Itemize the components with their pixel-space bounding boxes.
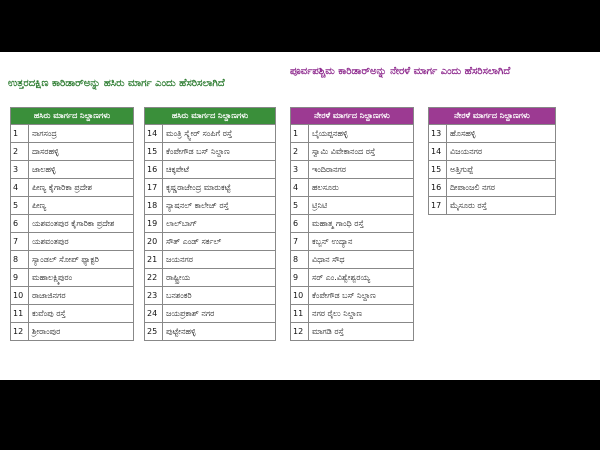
station-number: 1 [291, 125, 309, 143]
station-number: 4 [11, 179, 29, 197]
station-name: ಇಂದಿರಾನಗರ [309, 161, 414, 179]
station-number: 10 [291, 287, 309, 305]
station-name: ಬೈಯಪ್ಪನಹಳ್ಳಿ [309, 125, 414, 143]
table-row [145, 143, 276, 161]
station-number: 9 [291, 269, 309, 287]
station-number: 14 [429, 143, 447, 161]
station-number: 10 [11, 287, 29, 305]
station-name: ಕೃಷ್ಣರಾಜೇಂದ್ರ ಮಾರುಕಟ್ಟೆ [163, 179, 276, 197]
table-row [429, 179, 556, 197]
station-number: 9 [11, 269, 29, 287]
content-panel [0, 52, 600, 380]
station-name: ಯಶವಂತಪುರ [29, 233, 134, 251]
station-number: 11 [291, 305, 309, 323]
station-name: ಸ್ಯಾಂಡಲ್ ಸೋಪ್ ಫ್ಯಾಕ್ಟರಿ [29, 251, 134, 269]
station-number: 7 [11, 233, 29, 251]
station-name: ನಾಗಸಂದ್ರ [29, 125, 134, 143]
table-row [291, 233, 414, 251]
table-row [11, 125, 134, 143]
station-name: ರಾಷ್ಟ್ರೀಯ [163, 269, 276, 287]
table-row [145, 197, 276, 215]
station-name: ಹಲಸೂರು [309, 179, 414, 197]
station-name: ಕಬ್ಬನ್ ಉದ್ಯಾನ [309, 233, 414, 251]
table-row [291, 287, 414, 305]
station-name: ಬನಶಂಕರಿ [163, 287, 276, 305]
station-name: ಯಶವಂತಪುರ ಕೈಗಾರಿಕಾ ಪ್ರದೇಶ [29, 215, 134, 233]
station-name: ಜಾಲಹಳ್ಳಿ [29, 161, 134, 179]
station-name: ಚಿಕ್ಕಪೇಟೆ [163, 161, 276, 179]
table-row [11, 215, 134, 233]
table-row [145, 305, 276, 323]
station-name: ಪೀಣ್ಯ ಕೈಗಾರಿಕಾ ಪ್ರದೇಶ [29, 179, 134, 197]
table-row [291, 305, 414, 323]
station-number: 21 [145, 251, 163, 269]
station-number: 12 [11, 323, 29, 341]
table-row [429, 197, 556, 215]
station-number: 4 [291, 179, 309, 197]
station-number: 24 [145, 305, 163, 323]
station-number: 8 [291, 251, 309, 269]
station-number: 18 [145, 197, 163, 215]
station-name: ಮಂತ್ರಿ ಸ್ಕ್ವೇರ್ ಸಂಪಿಗೆ ರಸ್ತೆ [163, 125, 276, 143]
station-name: ಮೈಸೂರು ರಸ್ತೆ [447, 197, 556, 215]
purple-stations-table-2 [428, 107, 556, 215]
station-number: 19 [145, 215, 163, 233]
station-number: 1 [11, 125, 29, 143]
station-number: 16 [429, 179, 447, 197]
station-number: 17 [429, 197, 447, 215]
station-number: 23 [145, 287, 163, 305]
table-row [11, 143, 134, 161]
table-row [11, 305, 134, 323]
table-row [291, 269, 414, 287]
table-header: ಹಸಿರು ಮಾರ್ಗದ ನಿಲ್ದಾಣಗಳು [145, 108, 276, 125]
station-name: ಕೆಂಪೇಗೌಡ ಬಸ್ ನಿಲ್ದಾಣ [309, 287, 414, 305]
purple-line-heading: ಪೂರ್ವಪಶ್ಚಿಮ ಕಾರಿಡಾರ್‌ಅನ್ನು ನೇರಳೆ ಮಾರ್ಗ ಎಂದು ಹೆಸರಿಸಲಾಗಿದೆ [290, 66, 511, 77]
station-name: ಪೀಣ್ಯ [29, 197, 134, 215]
table-row [291, 251, 414, 269]
table-row [291, 215, 414, 233]
station-number: 15 [429, 161, 447, 179]
table-header: ನೇರಳೆ ಮಾರ್ಗದ ನಿಲ್ದಾಣಗಳು [291, 108, 414, 125]
purple-stations-table-1 [290, 107, 414, 341]
station-name: ಮಹಾತ್ಮ ಗಾಂಧಿ ರಸ್ತೆ [309, 215, 414, 233]
green-stations-table-1 [10, 107, 134, 341]
station-number: 17 [145, 179, 163, 197]
table-row [429, 125, 556, 143]
station-number: 6 [291, 215, 309, 233]
station-name: ವಿಜಯನಗರ [447, 143, 556, 161]
station-name: ಪುಟ್ಟೇನಹಳ್ಳಿ [163, 323, 276, 341]
table-row [145, 233, 276, 251]
station-number: 12 [291, 323, 309, 341]
station-name: ನ್ಯಾಷನಲ್ ಕಾಲೇಜ್ ರಸ್ತೆ [163, 197, 276, 215]
station-name: ದೀಪಾಂಜಲಿ ನಗರ [447, 179, 556, 197]
station-name: ದಾಸರಹಳ್ಳಿ [29, 143, 134, 161]
station-number: 8 [11, 251, 29, 269]
table-header: ಹಸಿರು ಮಾರ್ಗದ ನಿಲ್ದಾಣಗಳು [11, 108, 134, 125]
station-number: 5 [11, 197, 29, 215]
table-row [145, 125, 276, 143]
table-row [145, 323, 276, 341]
station-number: 22 [145, 269, 163, 287]
station-name: ಕುವೆಂಪು ರಸ್ತೆ [29, 305, 134, 323]
table-row [291, 179, 414, 197]
table-row [11, 251, 134, 269]
station-name: ಟ್ರಿನಿಟಿ [309, 197, 414, 215]
table-row [11, 323, 134, 341]
table-row [291, 197, 414, 215]
station-number: 3 [11, 161, 29, 179]
table-header: ನೇರಳೆ ಮಾರ್ಗದ ನಿಲ್ದಾಣಗಳು [429, 108, 556, 125]
table-row [291, 161, 414, 179]
station-name: ಜಯನಗರ [163, 251, 276, 269]
station-name: ಮಹಾಲಕ್ಷ್ಮಿಪುರಂ [29, 269, 134, 287]
table-row [291, 143, 414, 161]
station-number: 20 [145, 233, 163, 251]
table-row [11, 161, 134, 179]
station-name: ಜಯಪ್ರಕಾಶ್ ನಗರ [163, 305, 276, 323]
table-row [291, 323, 414, 341]
station-number: 14 [145, 125, 163, 143]
station-number: 6 [11, 215, 29, 233]
station-name: ಕೆಂಪೇಗೌಡ ಬಸ್ ನಿಲ್ದಾಣ [163, 143, 276, 161]
table-row [145, 251, 276, 269]
green-stations-table-2 [144, 107, 276, 341]
station-name: ಲಾಲ್‌ಬಾಗ್ [163, 215, 276, 233]
green-line-heading: ಉತ್ತರದಕ್ಷಿಣ ಕಾರಿಡಾರ್‌ಅನ್ನು ಹಸಿರು ಮಾರ್ಗ ಎಂದು ಹೆಸರಿಸಲಾಗಿದೆ [8, 78, 225, 89]
station-name: ಮಾಗಡಿ ರಸ್ತೆ [309, 323, 414, 341]
station-number: 7 [291, 233, 309, 251]
table-row [145, 269, 276, 287]
station-name: ಶ್ರೀರಾಂಪುರ [29, 323, 134, 341]
table-row [291, 125, 414, 143]
station-name: ಸರ್ ಎಂ.ವಿಶ್ವೇಶ್ವರಯ್ಯ [309, 269, 414, 287]
station-name: ವಿಧಾನ ಸೌಧ [309, 251, 414, 269]
table-row [11, 233, 134, 251]
station-number: 3 [291, 161, 309, 179]
table-row [145, 161, 276, 179]
station-name: ರಾಜಾಜಿನಗರ [29, 287, 134, 305]
table-row [145, 215, 276, 233]
table-row [429, 143, 556, 161]
station-name: ಅತ್ತಿಗುಪ್ಪೆ [447, 161, 556, 179]
table-row [11, 287, 134, 305]
table-row [11, 179, 134, 197]
station-number: 25 [145, 323, 163, 341]
station-name: ನಗರ ರೈಲು ನಿಲ್ದಾಣ [309, 305, 414, 323]
station-number: 13 [429, 125, 447, 143]
station-number: 2 [11, 143, 29, 161]
table-row [145, 179, 276, 197]
table-row [145, 287, 276, 305]
table-row [11, 197, 134, 215]
station-name: ಹೊಸಹಳ್ಳಿ [447, 125, 556, 143]
station-number: 11 [11, 305, 29, 323]
table-row [11, 269, 134, 287]
station-number: 2 [291, 143, 309, 161]
station-number: 16 [145, 161, 163, 179]
station-number: 15 [145, 143, 163, 161]
station-name: ಸ್ವಾಮಿ ವಿವೇಕಾನಂದ ರಸ್ತೆ [309, 143, 414, 161]
table-row [429, 161, 556, 179]
station-name: ಸೌತ್ ಎಂಡ್ ಸರ್ಕಲ್ [163, 233, 276, 251]
station-number: 5 [291, 197, 309, 215]
